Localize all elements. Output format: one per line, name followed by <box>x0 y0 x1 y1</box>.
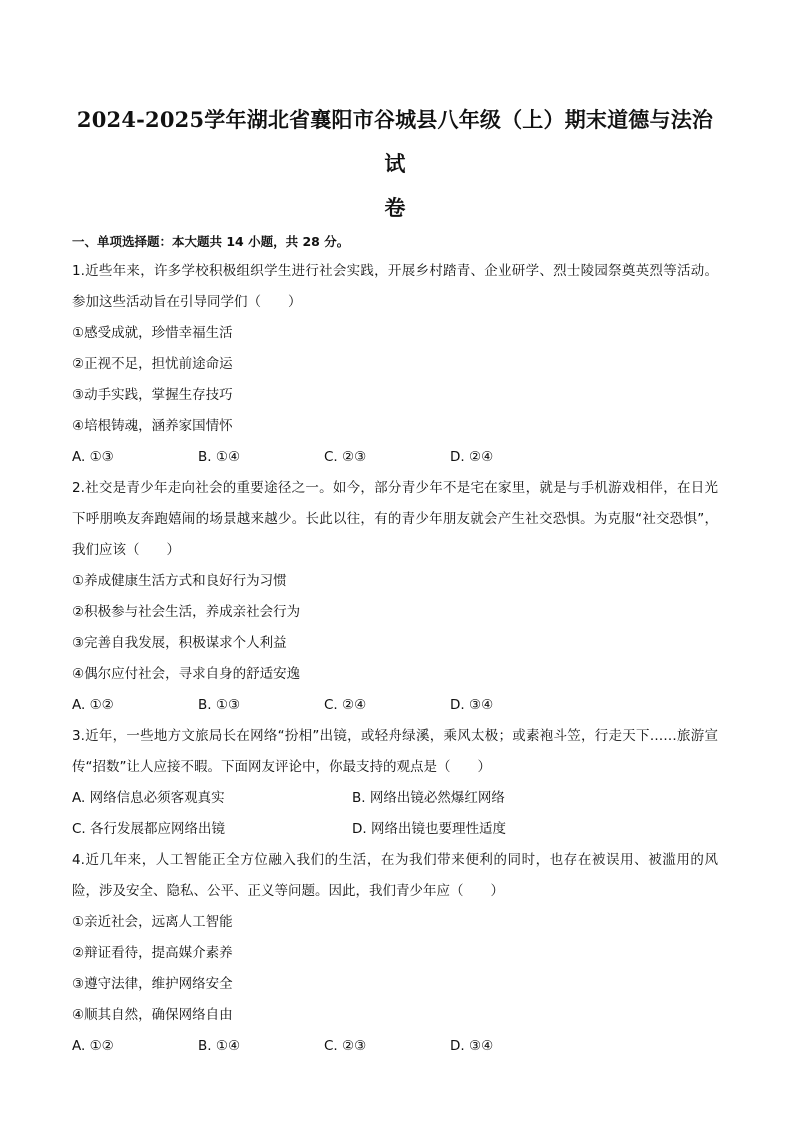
statement-2: ②辩证看待，提高媒介素养 <box>72 945 233 961</box>
question-4 <box>72 845 718 1062</box>
choice-c[interactable]: C. ②③ <box>324 1038 367 1054</box>
statement-1: ①感受成就，珍惜幸福生活 <box>72 325 233 341</box>
question-1 <box>72 256 718 473</box>
question-stem: 1.近些年来，许多学校积极组织学生进行社会实践，开展乡村踏青、企业研学、烈士陵园祭奠英烈等活动。参加这些活动旨在引导同学们（ ） <box>72 263 718 310</box>
choice-a[interactable]: A. ①② <box>72 697 114 713</box>
choice-d[interactable]: D. ②④ <box>450 449 494 465</box>
title-line-2: 卷 <box>384 195 406 220</box>
choice-b[interactable]: B. ①③ <box>198 697 241 713</box>
answer-choices <box>72 442 718 473</box>
choice-b[interactable]: B. ①④ <box>198 1038 241 1054</box>
choice-a[interactable]: A. ①③ <box>72 449 114 465</box>
choice-c[interactable]: C. 各行发展都应网络出镜 <box>72 821 226 837</box>
question-stem: 2.社交是青少年走向社会的重要途径之一。如今，部分青少年不是宅在家里，就是与手机游戏相伴，在日光下呼朋唤友奔跑嬉闹的场景越来越少。长此以往，有的青少年朋友就会产生社交恐惧。为克服“社交恐惧”，我们应该（ ） <box>72 480 718 558</box>
question-stem: 3.近年，一些地方文旅局长在网络“扮相”出镜，或轻舟绿溪，乘风太极；或素袍斗笠，行走天下……旅游宣传“招数”让人应接不暇。下面网友评论中，你最支持的观点是（ ） <box>72 728 718 775</box>
choice-d[interactable]: D. 网络出镜也要理性适度 <box>352 821 506 837</box>
statement-4: ④顺其自然，确保网络自由 <box>72 1007 233 1023</box>
choice-c[interactable]: C. ②③ <box>324 449 367 465</box>
choice-d[interactable]: D. ③④ <box>450 697 494 713</box>
question-stem: 4.近几年来，人工智能正全方位融入我们的生活，在为我们带来便利的同时，也存在被误用、被滥用的风险，涉及安全、隐私、公平、正义等问题。因此，我们青少年应（ ） <box>72 852 718 899</box>
statement-3: ③遵守法律，维护网络安全 <box>72 976 233 992</box>
choice-b[interactable]: B. ①④ <box>198 449 241 465</box>
answer-choices <box>72 1031 718 1062</box>
question-3 <box>72 721 718 845</box>
statement-2: ②正视不足，担忧前途命运 <box>72 356 233 372</box>
answer-choices <box>72 783 718 845</box>
choice-a[interactable]: A. ①② <box>72 1038 114 1054</box>
answer-choices <box>72 690 718 721</box>
choice-b[interactable]: B. 网络出镜必然爆红网络 <box>352 790 505 806</box>
choice-a[interactable]: A. 网络信息必须客观真实 <box>72 790 225 806</box>
statement-4: ④偶尔应付社会，寻求自身的舒适安逸 <box>72 666 301 682</box>
exam-page <box>72 98 718 1062</box>
statement-3: ③动手实践，掌握生存技巧 <box>72 387 233 403</box>
statement-4: ④培根铸魂，涵养家国情怀 <box>72 418 233 434</box>
title-line-1: 2024-2025学年湖北省襄阳市谷城县八年级（上）期末道德与法治试 <box>76 107 714 176</box>
choice-d[interactable]: D. ③④ <box>450 1038 494 1054</box>
statement-2: ②积极参与社会生活，养成亲社会行为 <box>72 604 301 620</box>
statement-1: ①亲近社会，远离人工智能 <box>72 914 233 930</box>
question-2 <box>72 473 718 721</box>
exam-title <box>72 98 718 230</box>
statement-3: ③完善自我发展，积极谋求个人利益 <box>72 635 287 651</box>
section-heading: 一、单项选择题：本大题共 14 小题，共 28 分。 <box>72 234 350 249</box>
choice-c[interactable]: C. ②④ <box>324 697 367 713</box>
statement-1: ①养成健康生活方式和良好行为习惯 <box>72 573 287 589</box>
